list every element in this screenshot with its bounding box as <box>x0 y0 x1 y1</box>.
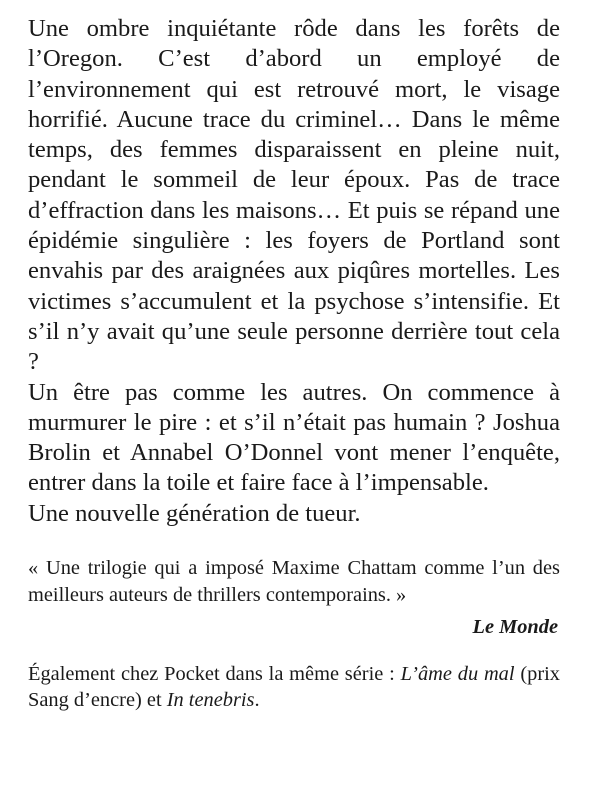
press-review <box>28 555 560 641</box>
synopsis-tagline: Une nouvelle génération de tueur. <box>28 499 361 527</box>
also-available-prefix: Également chez Pocket dans la même série : <box>28 662 401 685</box>
synopsis <box>28 14 560 529</box>
review-source: Le Monde <box>472 616 558 639</box>
also-available-suffix: . <box>254 689 260 712</box>
synopsis-paragraph-1: Une ombre inquiétante rôde dans les forêts de l’Oregon. C’est d’abord un employé de l’environnement qui est retrouvé mort, le visage horrifié. Aucune trace du criminel… Dans le même temps, des femmes disparaissent en pleine nuit, pendant le sommeil de leur époux. Pas de trace d’effraction dans les maisons… Et puis se répand une épidémie singulière : les foyers de Portland sont envahis par des araignées aux piqûres mortelles. Les victimes s’accumulent et la psychose s’intensifie. Et s’il n’y avait qu’une seule personne derrière tout cela ? <box>28 15 560 376</box>
synopsis-paragraph-2: Un être pas comme les autres. On commence à murmurer le pire : et s’il n’était pas humain ? Joshua Brolin et Annabel O’Donnel vont mener l’enquête, entrer dans la toile et faire face à l’impensable. <box>28 378 560 497</box>
back-cover-text <box>28 14 560 734</box>
also-available-middle: (prix Sang d’encre) et <box>28 662 560 712</box>
series-title-2: In tenebris <box>166 689 255 712</box>
also-available-note <box>28 661 560 714</box>
series-title-1: L’âme du mal <box>400 662 515 685</box>
review-quote: « Une trilogie qui a imposé Maxime Chattam comme l’un des meilleurs auteurs de thrillers contemporains. » <box>28 557 560 606</box>
